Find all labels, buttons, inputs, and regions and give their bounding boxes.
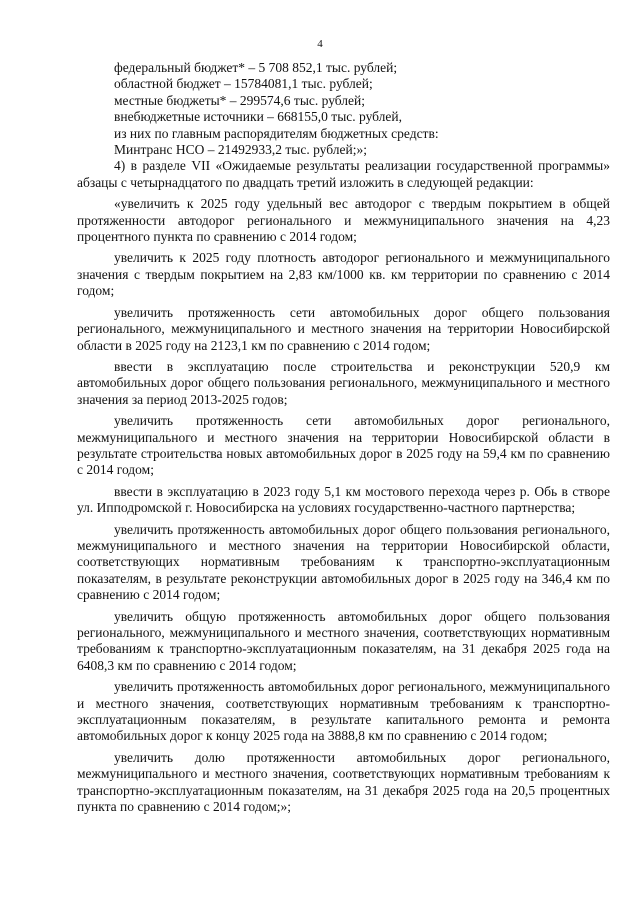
paragraph-item: увеличить протяженность автомобильных дорог регионального, межмуниципального и местного значения, соответствующих нормативным требованиям к транспортно-эксплуатационным показателям, в результате капитального ремонта и ремонта автомобильных дорог к концу 2025 года на 3888,8 км по сравнению с 2014 годом; (77, 679, 610, 744)
budget-line-managers: из них по главным распорядителям бюджетных средств: (114, 125, 439, 141)
paragraph-item: увеличить к 2025 году плотность автодорог регионального и межмуниципального значения с твердым покрытием на 2,83 км/1000 кв. км территории по сравнению с 2014 годом; (77, 250, 610, 299)
paragraph-section-vii: 4) в разделе VII «Ожидаемые результаты реализации государственной программы» абзацы с четырнадцатого по двадцать третий изложить в следующей редакции: (77, 158, 610, 190)
budget-line-mintrans: Минтранс НСО – 21492933,2 тыс. рублей;»; (114, 142, 367, 158)
paragraph-item: ввести в эксплуатацию после строительства и реконструкции 520,9 км автомобильных дорог общего пользования регионального, межмуниципального и местного значения за период 2013-2025 годов; (77, 358, 610, 407)
budget-list (77, 60, 610, 158)
budget-line-federal: федеральный бюджет* – 5 708 852,1 тыс. рублей; (114, 60, 398, 75)
budget-line-extrabudgetary: внебюджетные источники – 668155,0 тыс. рублей, (114, 109, 403, 125)
paragraph-item: увеличить протяженность автомобильных дорог общего пользования регионального, межмуниципального и местного значения на территории Новосибирской области, соответствующих нормативным требованиям к транспортно-эксплуатационным показателям, в результате реконструкции автомобильных дорог в 2025 году на 346,4 км по сравнению с 2014 годом; (77, 521, 610, 603)
paragraph-item: увеличить протяженность сети автомобильных дорог общего пользования регионального, межмуниципального и местного значения на территории Новосибирской области в 2025 году на 2123,1 км по сравнению с 2014 годом; (77, 304, 610, 353)
budget-line-local: местные бюджеты* – 299574,6 тыс. рублей; (114, 92, 366, 108)
paragraph-item: увеличить долю протяженности автомобильных дорог регионального, межмуниципального и местного значения, соответствующих нормативным требованиям к транспортно-эксплуатационным показателям, на 31 декабря 2025 года на 20,5 процентных пункта по сравнению с 2014 годом;»; (77, 749, 610, 815)
page-number: 4 (317, 38, 323, 50)
paragraph-item: ввести в эксплуатацию в 2023 году 5,1 км мостового перехода через р. Обь в створе ул. Ипподромской г. Новосибирска на условиях государственно-частного партнерства; (77, 483, 610, 516)
budget-line-regional: областной бюджет – 15784081,1 тыс. рублей; (114, 76, 373, 92)
document-body (77, 60, 610, 815)
paragraph-item: увеличить общую протяженность автомобильных дорог общего пользования регионального, межмуниципального и местного значения, соответствующих нормативным требованиям к транспортно-эксплуатационным показателям, на 31 декабря 2025 года на 6408,3 км по сравнению с 2014 годом; (77, 608, 610, 673)
paragraph-item: «увеличить к 2025 году удельный вес автодорог с твердым покрытием в общей протяженности автодорог регионального и межмуниципального значения на 4,23 процентного пункта по сравнению с 2014 годом; (77, 196, 610, 245)
paragraph-item: увеличить протяженность сети автомобильных дорог регионального, межмуниципального и местного значения на территории Новосибирской области в результате строительства новых автомобильных дорог в 2025 году на 59,4 км по сравнению с 2014 годом; (77, 413, 610, 478)
